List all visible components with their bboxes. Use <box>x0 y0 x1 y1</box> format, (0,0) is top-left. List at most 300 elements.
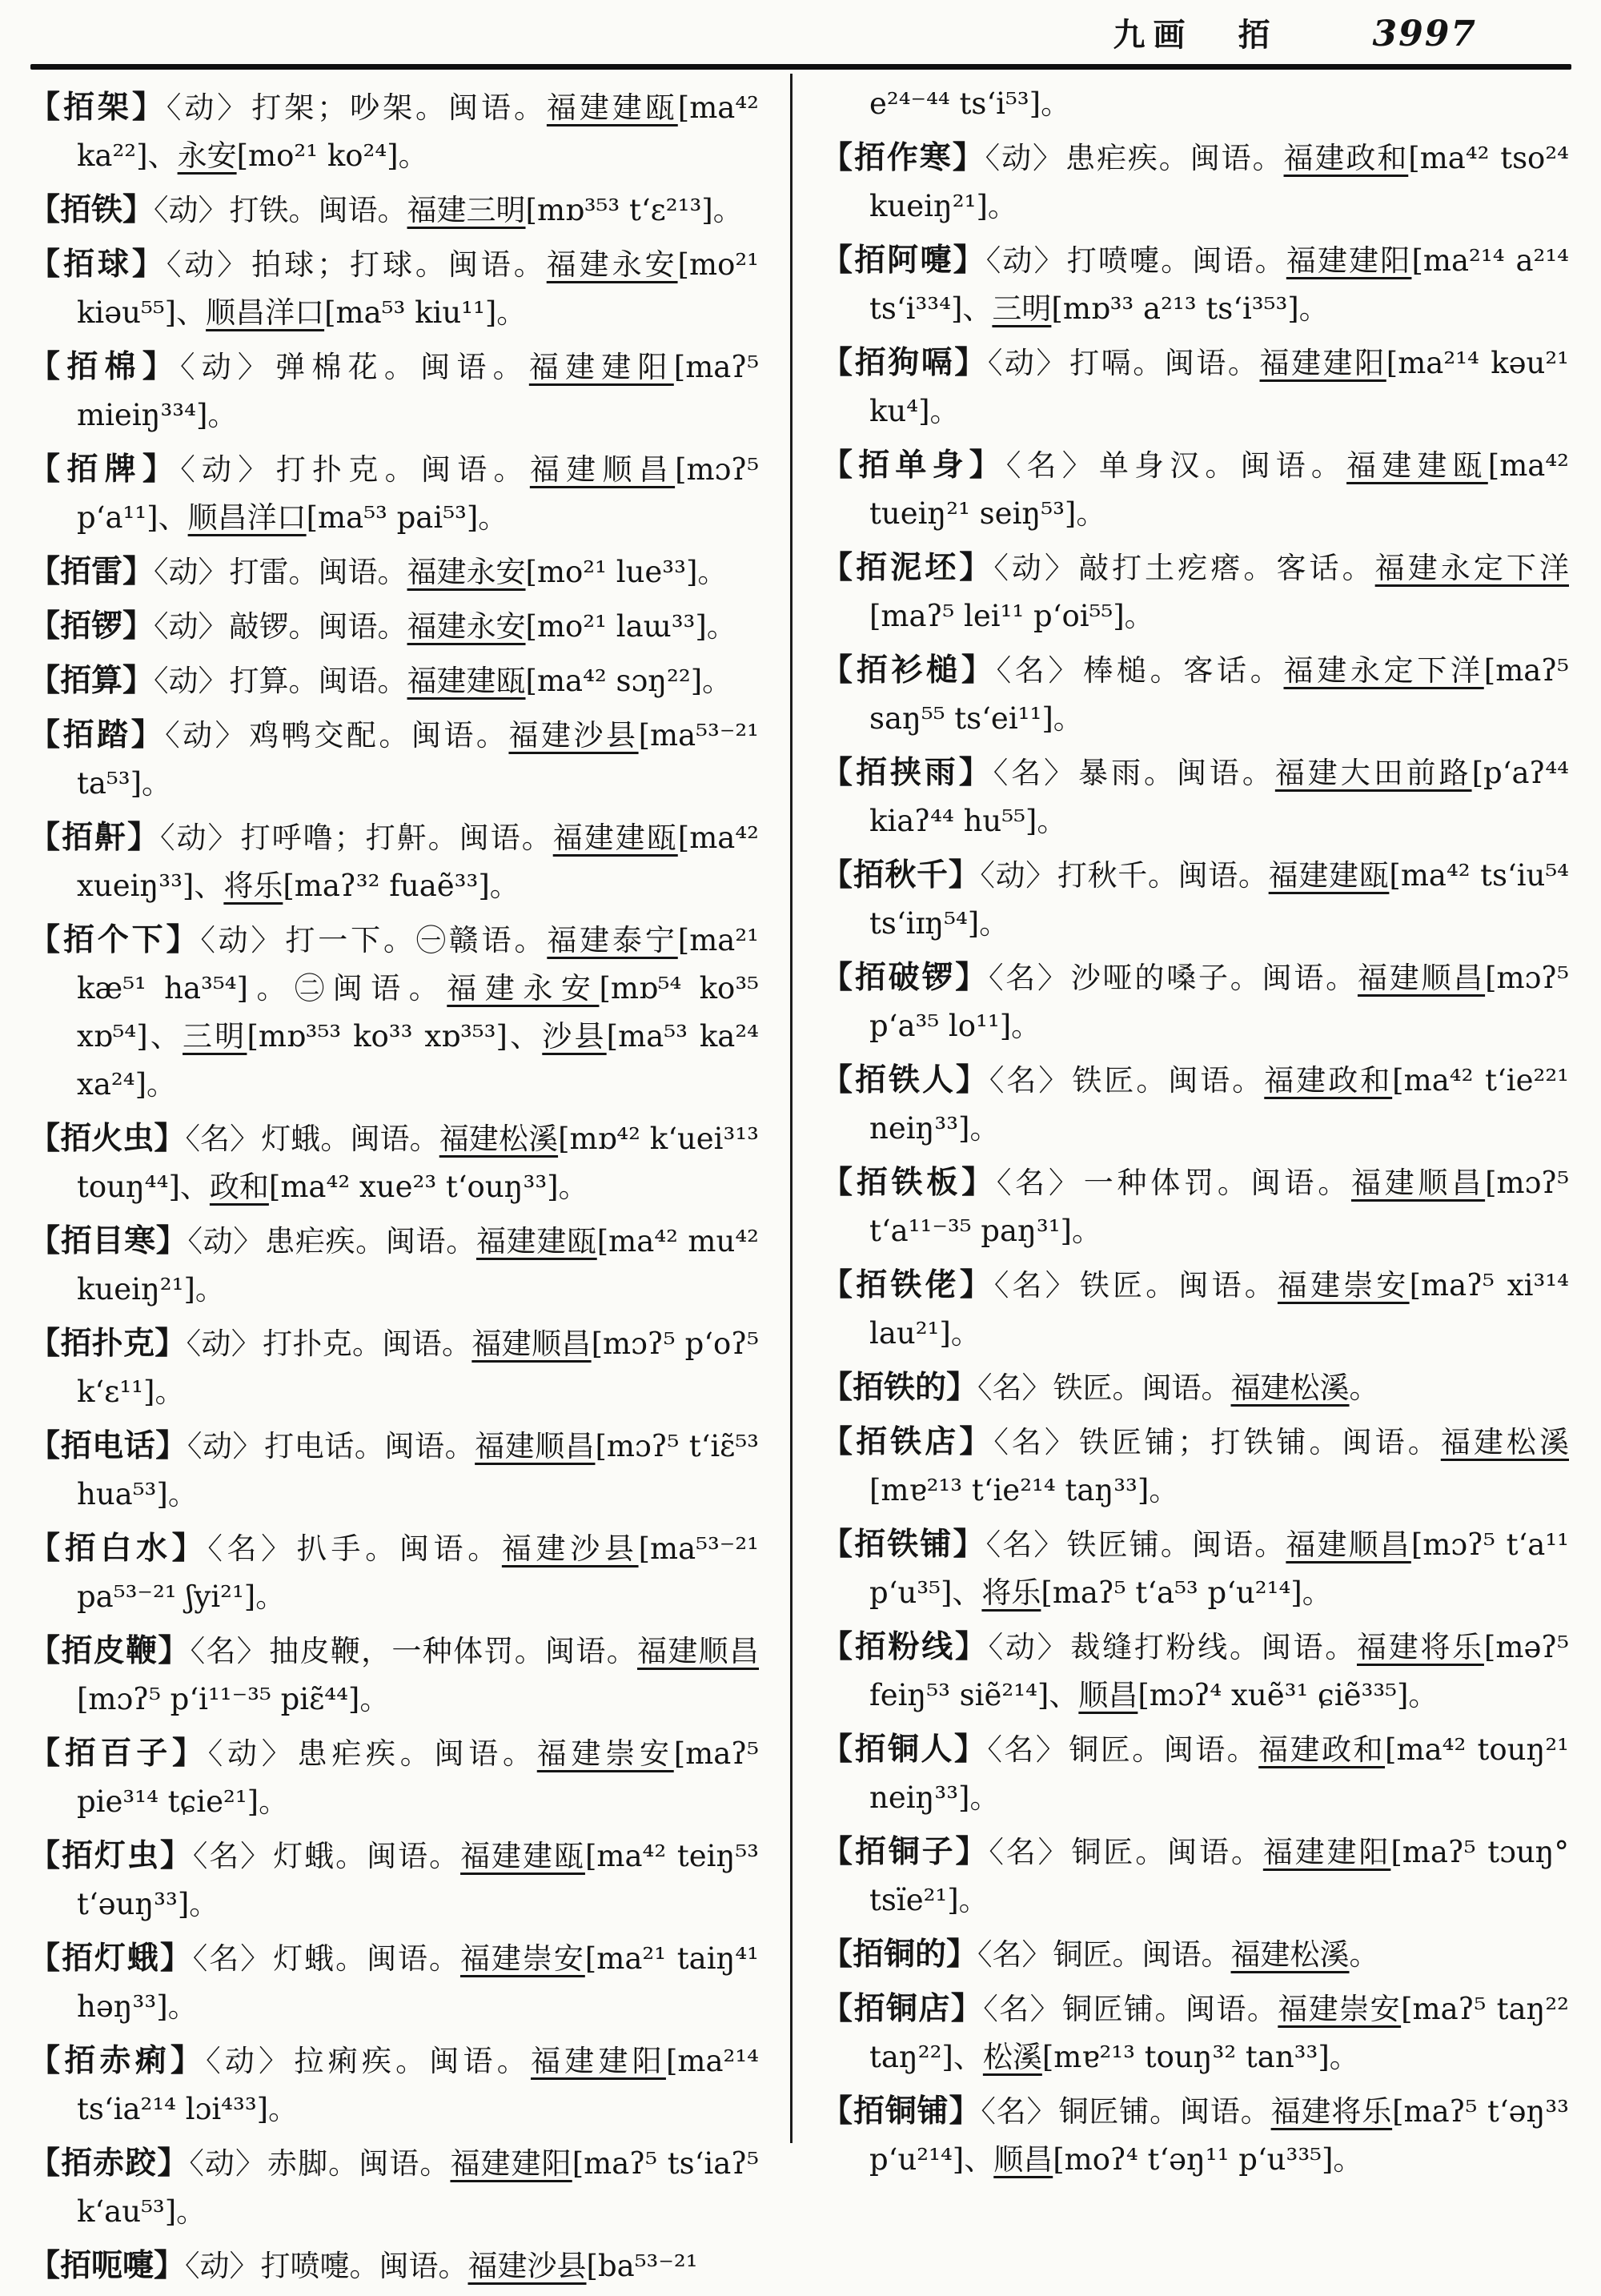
place-name: 福建建瓯 <box>460 1839 585 1873</box>
place-name: 福建沙县 <box>508 718 639 753</box>
part-of-speech-label: 〈名〉 <box>985 1527 1065 1562</box>
entry-text: 打雷。闽语。 <box>229 555 407 589</box>
place-name: 福建崇安 <box>459 1941 585 1976</box>
dictionary-entry <box>29 83 759 180</box>
entry-headword: 【𢫦鼾】 <box>29 819 161 856</box>
place-name: 福建政和 <box>1283 141 1409 175</box>
dictionary-entry <box>29 602 759 651</box>
entry-text: 扒手。闽语。 <box>296 1531 502 1566</box>
entry-text: [mɔʔ⁵ t‘a¹¹ p‘u³⁵]、 <box>869 1527 1570 1610</box>
entry-text: 铁匠。闽语。 <box>1072 1063 1265 1098</box>
entry-headword: 【𢫦阿嚏】 <box>821 242 986 279</box>
entry-text: 打嗝。闽语。 <box>1069 346 1260 380</box>
dictionary-entry <box>29 1934 759 2031</box>
dictionary-entry <box>821 441 1569 538</box>
place-name: 福建建瓯 <box>407 664 526 698</box>
entry-text: [mɐ²¹³ t‘ie²¹⁴ taŋ³³]。 <box>869 1473 1179 1507</box>
entry-text: [mo²¹ lue³³]。 <box>525 555 728 589</box>
dictionary-entry <box>821 1828 1569 1925</box>
entry-text: [mɔʔ⁵ p‘i¹¹⁻³⁵ piɛ̃⁴⁴]。 <box>77 1682 390 1716</box>
part-of-speech-label: 〈名〉 <box>996 1166 1082 1200</box>
part-of-speech-label: 〈名〉 <box>192 1839 272 1873</box>
entry-text: 铜匠铺。闽语。 <box>1062 1992 1278 2026</box>
dictionary-entry <box>29 1114 759 1211</box>
entry-text: 打呼噜；打鼾。闽语。 <box>240 821 553 855</box>
entry-text: [ma⁴² ka²²]、 <box>77 90 760 173</box>
place-name: 福建永安 <box>447 971 600 1006</box>
place-name: 福建永定下洋 <box>1283 653 1484 688</box>
place-name: 福建顺昌 <box>471 1327 592 1361</box>
part-of-speech-label: 〈动〉 <box>187 1224 264 1258</box>
entry-headword: 【𢫦秋千】 <box>821 857 981 893</box>
entry-text: [mɒ⁵⁴ ko³⁵ xɒ⁵⁴]、 <box>77 971 759 1054</box>
entry-text: 拉痢疾。闽语。 <box>294 2044 531 2078</box>
part-of-speech-label: 〈名〉 <box>190 1634 268 1668</box>
entry-text: 灯蛾。闽语。 <box>261 1122 439 1156</box>
entry-text: 棒槌。客话。 <box>1083 653 1284 688</box>
entry-headword: 【𢫦踏】 <box>29 716 166 753</box>
place-name: 政和 <box>209 1170 269 1204</box>
part-of-speech-label: 〈名〉 <box>993 1268 1078 1303</box>
part-of-speech-label: 〈动〉 <box>186 1327 262 1361</box>
place-name: 福建松溪 <box>439 1122 559 1156</box>
entry-text: 铜匠。闽语。 <box>1069 1732 1259 1767</box>
entry-text: [ma⁴² tso²⁴ kueiŋ²¹]。 <box>869 141 1570 223</box>
place-name: 福建将乐 <box>1356 1630 1484 1664</box>
entry-text: 赤脚。闽语。 <box>267 2146 451 2181</box>
place-name: 福建顺昌 <box>1286 1527 1411 1562</box>
part-of-speech-label: 〈动〉 <box>180 452 275 487</box>
entry-text: 患疟疾。闽语。 <box>297 1736 537 1771</box>
place-name: 福建永安 <box>407 555 526 589</box>
entry-text: [məʔ⁵ feiŋ⁵³ siẽ²¹⁴]、 <box>869 1630 1570 1712</box>
part-of-speech-label: 〈动〉 <box>154 555 228 589</box>
entry-text: 弹棉花。闽语。 <box>275 350 529 384</box>
part-of-speech-label: 〈动〉 <box>166 247 251 282</box>
place-name: 福建建瓯 <box>546 90 678 125</box>
entry-text: 敲锣。闽语。 <box>229 609 407 644</box>
place-name: 福建建阳 <box>528 350 674 384</box>
part-of-speech-label: 〈动〉 <box>154 193 228 227</box>
place-name: 福建建阳 <box>450 2146 572 2181</box>
part-of-speech-label: 〈动〉 <box>988 1630 1069 1664</box>
place-name: 福建大田前路 <box>1274 756 1472 790</box>
place-name: 福建建阳 <box>1286 243 1412 278</box>
entry-headword: 【𢫦算】 <box>29 662 154 699</box>
dictionary-entry <box>821 953 1569 1050</box>
entry-text: 打扑克。闽语。 <box>275 452 530 487</box>
entry-text: [maʔ⁵ lei¹¹ p‘oi⁵⁵]。 <box>869 599 1154 633</box>
dictionary-entry <box>821 134 1569 231</box>
dictionary-entry <box>821 1056 1569 1153</box>
dictionary-entry <box>821 1363 1569 1412</box>
entry-text: [ma⁴² touŋ²¹ neiŋ³³]。 <box>869 1732 1569 1815</box>
entry-text: [ma⁴² teiŋ⁵³ t‘əuŋ³³]。 <box>77 1839 760 1921</box>
place-name: 福建三明 <box>407 193 526 227</box>
dictionary-entry <box>29 656 759 705</box>
entry-text: 打喷嚏。闽语。 <box>260 2249 468 2283</box>
entry-text: [ma⁵³ ka²⁴ xa²⁴]。 <box>77 1019 760 1102</box>
entry-text: 打架；吵架。闽语。 <box>251 90 547 125</box>
place-name: 沙县 <box>542 1019 607 1054</box>
part-of-speech-label: 〈动〉 <box>200 923 284 957</box>
entry-headword: 【𢫦球】 <box>29 246 167 283</box>
entry-text: 打一下。㊀赣语。 <box>285 923 548 957</box>
dictionary-entry <box>821 236 1569 333</box>
entry-text: 患疟疾。闽语。 <box>265 1224 476 1258</box>
dictionary-entry <box>29 2037 759 2133</box>
entry-headword: 【𢫦架】 <box>29 89 167 126</box>
dictionary-entry <box>29 2242 759 2290</box>
entry-headword: 【𢫦呃嚏】 <box>29 2247 186 2284</box>
entry-text: [ma²¹⁴ kəu²¹ ku⁴]。 <box>869 346 1570 428</box>
entry-text: [maʔ⁵ taŋ²² taŋ²²]、 <box>869 1992 1569 2074</box>
part-of-speech-label: 〈名〉 <box>988 961 1069 995</box>
part-of-speech-label: 〈名〉 <box>993 756 1077 790</box>
part-of-speech-label: 〈动〉 <box>187 1429 263 1463</box>
dictionary-entry <box>821 1261 1569 1358</box>
dictionary-entry <box>29 711 759 808</box>
dictionary-entry <box>821 544 1569 640</box>
dictionary-entry <box>821 1985 1569 2081</box>
part-of-speech-label: 〈名〉 <box>987 1732 1068 1767</box>
entry-text: [ma²¹ kæ⁵¹ ha³⁵⁴]。㊁闽语。 <box>77 923 760 1006</box>
header-rule <box>30 64 1571 70</box>
entry-headword: 【𢫦白水】 <box>29 1530 208 1567</box>
entry-text: [mo²¹ laɯ³³]。 <box>525 609 736 644</box>
part-of-speech-label: 〈动〉 <box>179 350 275 384</box>
place-name: 福建将乐 <box>1270 2094 1393 2129</box>
place-name: 三明 <box>992 291 1052 326</box>
entry-text: [ma⁴² tueiŋ²¹ seiŋ⁵³]。 <box>869 448 1570 531</box>
dictionary-entry <box>29 813 759 910</box>
place-name: 福建建瓯 <box>552 821 678 855</box>
stroke-section-label: 九画 <box>1113 16 1194 54</box>
entry-text: [moʔ⁴ t‘əŋ¹¹ p‘u³³⁵]。 <box>1053 2142 1363 2177</box>
part-of-speech-label: 〈动〉 <box>166 90 251 125</box>
entry-headword: 【𢫦百子】 <box>29 1735 208 1772</box>
entry-text: [ma⁵³ kiu¹¹]。 <box>324 295 527 330</box>
entry-text: [mɒ³³ a²¹³ ts‘i³⁵³]。 <box>1051 291 1329 326</box>
place-name: 福建顺昌 <box>1357 961 1486 995</box>
entry-headword: 【𢫦扑克】 <box>29 1325 187 1362</box>
entry-text: [maʔ⁵ tɔuŋ° tsïe²¹]。 <box>869 1835 1569 1917</box>
entry-text: 沙哑的嗓子。闽语。 <box>1070 961 1358 995</box>
part-of-speech-label: 〈动〉 <box>980 858 1056 893</box>
part-of-speech-label: 〈名〉 <box>977 1937 1052 1972</box>
part-of-speech-label: 〈动〉 <box>985 243 1065 278</box>
entry-text: 铜匠。闽语。 <box>1053 1937 1231 1972</box>
entry-text: 铁匠铺。闽语。 <box>1066 1527 1286 1562</box>
dictionary-entry <box>29 916 759 1109</box>
entry-text: [ma²¹⁴ ts‘ia²¹⁴ lɔi⁴³³]。 <box>77 2044 760 2126</box>
entry-text: 打喷嚏。闽语。 <box>1066 243 1286 278</box>
place-name: 福建政和 <box>1258 1732 1386 1767</box>
entry-headword: 【𢫦铜店】 <box>821 1990 984 2027</box>
entry-text: [maʔ⁵ mieiŋ³³⁴]。 <box>77 350 760 432</box>
place-name: 福建建瓯 <box>1268 858 1390 893</box>
dictionary-entry <box>29 343 759 440</box>
entry-text: 抽皮鞭，一种体罚。闽语。 <box>269 1634 638 1668</box>
entry-text: [ma⁵³⁻²¹ ta⁵³]。 <box>77 718 760 801</box>
dictionary-entry <box>29 445 759 542</box>
entry-text: e²⁴⁻⁴⁴ ts‘i⁵³]。 <box>869 86 1071 121</box>
place-name: 福建永安 <box>407 609 526 644</box>
entry-text: 暴雨。闽语。 <box>1078 756 1275 790</box>
dictionary-entry <box>821 1158 1569 1255</box>
entry-text: [mo²¹ kiəu⁵⁵]、 <box>77 247 760 330</box>
entry-text: [mɔʔ⁵ p‘a¹¹]、 <box>77 452 760 535</box>
entry-headword: 【𢫦个下】 <box>29 921 201 958</box>
entry-text: [mɔʔ⁵ t‘iɛ̃⁵³ hua⁵³]。 <box>77 1429 760 1511</box>
entry-text: 鸡鸭交配。闽语。 <box>249 718 509 753</box>
place-name: 福建顺昌 <box>637 1634 760 1668</box>
place-name: 福建建阳 <box>1262 1835 1391 1869</box>
part-of-speech-label: 〈动〉 <box>987 346 1069 380</box>
entry-headword: 【𢫦铁的】 <box>821 1369 978 1406</box>
place-name: 福建建阳 <box>531 2044 666 2078</box>
entry-headword: 【𢫦挟雨】 <box>821 754 993 791</box>
dictionary-entry <box>29 548 759 596</box>
entry-headword: 【𢫦铁板】 <box>821 1164 997 1201</box>
entry-headword: 【𢫦赤痢】 <box>29 2042 207 2079</box>
entry-text: [ma⁴² sɔŋ²²]。 <box>525 664 732 698</box>
dictionary-entry <box>821 851 1569 948</box>
part-of-speech-label: 〈动〉 <box>154 609 228 644</box>
place-name: 将乐 <box>223 869 283 903</box>
place-name: 福建崇安 <box>536 1736 674 1771</box>
entry-text: [maʔ⁵ pie³¹⁴ tɕie²¹]。 <box>77 1736 759 1819</box>
entry-text: 敲打土疙瘩。客话。 <box>1079 551 1375 585</box>
entry-headword: 【𢫦铁】 <box>29 191 154 228</box>
dictionary-entry <box>29 1422 759 1519</box>
column-divider-rule <box>790 74 792 2143</box>
place-name: 顺昌洋口 <box>206 295 325 330</box>
entry-headword: 【𢫦狗嗝】 <box>821 344 988 381</box>
entry-text: 。 <box>1349 1937 1379 1972</box>
entry-text: [ma⁴² mu⁴² kueiŋ²¹]。 <box>77 1224 760 1307</box>
dictionary-entry <box>29 186 759 235</box>
entry-headword: 【𢫦铁人】 <box>821 1062 989 1098</box>
dictionary-entry <box>29 240 759 337</box>
entry-text: 灯蛾。闽语。 <box>273 1839 461 1873</box>
place-name: 松溪 <box>982 2040 1042 2074</box>
place-name: 永安 <box>177 138 237 173</box>
place-name: 福建永定下洋 <box>1374 551 1569 585</box>
entry-text: 单身汉。闽语。 <box>1098 448 1347 483</box>
dictionary-entry <box>29 1524 759 1621</box>
part-of-speech-label: 〈名〉 <box>996 653 1082 688</box>
entry-text: [maʔ⁵ xi³¹⁴ lau²¹]。 <box>869 1268 1569 1351</box>
entry-headword: 【𢫦铜子】 <box>821 1833 989 1870</box>
entry-text: 铁匠铺；打铁铺。闽语。 <box>1079 1425 1441 1459</box>
section-headword-character: 𢫦 <box>1238 16 1270 54</box>
part-of-speech-label: 〈名〉 <box>989 1835 1070 1869</box>
entry-headword: 【𢫦铁铺】 <box>821 1526 986 1563</box>
place-name: 福建顺昌 <box>1350 1166 1486 1200</box>
place-name: 将乐 <box>981 1575 1041 1610</box>
entry-text: [mɔʔ⁵ t‘a¹¹⁻³⁵ paŋ³¹]。 <box>869 1166 1570 1248</box>
part-of-speech-label: 〈名〉 <box>981 2094 1057 2129</box>
entry-text: 打电话。闽语。 <box>264 1429 475 1463</box>
place-name: 福建崇安 <box>1277 1268 1410 1303</box>
place-name: 福建永安 <box>546 247 678 282</box>
entry-headword: 【𢫦铜的】 <box>821 1936 978 1973</box>
entry-text: [ma⁵³ pai⁵³]。 <box>306 500 508 535</box>
entry-text: 打铁。闽语。 <box>229 193 407 227</box>
entry-text: [mɔʔ⁵ p‘oʔ⁵ k‘ɛ¹¹]。 <box>77 1327 759 1409</box>
place-name: 福建政和 <box>1264 1063 1393 1098</box>
entry-text: 铜匠铺。闽语。 <box>1058 2094 1271 2129</box>
entry-headword: 【𢫦泥坯】 <box>821 549 994 586</box>
entry-text: 裁缝打粉线。闽语。 <box>1070 1630 1357 1664</box>
dictionary-entry <box>29 2139 759 2236</box>
entry-text: 拍球；打球。闽语。 <box>251 247 547 282</box>
entry-headword: 【𢫦作寒】 <box>821 139 985 176</box>
part-of-speech-label: 〈动〉 <box>189 2146 267 2181</box>
part-of-speech-label: 〈动〉 <box>165 718 248 753</box>
part-of-speech-label: 〈动〉 <box>993 551 1078 585</box>
entry-headword: 【𢫦铁佬】 <box>821 1266 994 1303</box>
place-name: 福建泰宁 <box>547 923 678 957</box>
place-name: 福建顺昌 <box>529 452 676 487</box>
entry-headword: 【𢫦棉】 <box>29 348 180 385</box>
part-of-speech-label: 〈名〉 <box>993 1425 1078 1459</box>
page-header <box>0 10 1477 55</box>
place-name: 顺昌 <box>993 2142 1053 2177</box>
entry-text: 打算。闽语。 <box>229 664 407 698</box>
part-of-speech-label: 〈名〉 <box>207 1531 295 1566</box>
part-of-speech-label: 〈名〉 <box>989 1063 1071 1098</box>
place-name: 福建松溪 <box>1440 1425 1569 1459</box>
entry-headword: 【𢫦赤跤】 <box>29 2145 190 2182</box>
place-name: 福建建瓯 <box>475 1224 597 1258</box>
entry-text: 一种体罚。闽语。 <box>1083 1166 1351 1200</box>
part-of-speech-label: 〈名〉 <box>983 1992 1061 2026</box>
entry-text: [ma⁴² ts‘iu⁵⁴ ts‘iɪŋ⁵⁴]。 <box>869 858 1570 941</box>
dictionary-entry <box>821 1623 1569 1720</box>
place-name: 福建建瓯 <box>1346 448 1488 483</box>
entry-headword: 【𢫦衫槌】 <box>821 652 997 688</box>
entry-headword: 【𢫦铜铺】 <box>821 2093 981 2129</box>
entry-headword: 【𢫦铁店】 <box>821 1423 994 1460</box>
dictionary-entry <box>29 1217 759 1314</box>
entry-headword: 【𢫦灯蛾】 <box>29 1940 193 1977</box>
dictionary-entry <box>29 1319 759 1416</box>
entry-text: [mɐ²¹³ touŋ³² tan³³]。 <box>1041 2040 1359 2074</box>
right-column <box>821 80 1569 2190</box>
entry-text: [maʔ⁵ ts‘iaʔ⁵ k‘au⁵³]。 <box>77 2146 759 2229</box>
entry-headword: 【𢫦破锣】 <box>821 959 989 996</box>
entry-headword: 【𢫦粉线】 <box>821 1628 989 1665</box>
entry-headword: 【𢫦铜人】 <box>821 1731 988 1768</box>
entry-text: 铁匠。闽语。 <box>1079 1268 1278 1303</box>
dictionary-entry <box>29 1627 759 1724</box>
entry-text: [mɒ⁴² k‘uei³¹³ touŋ⁴⁴]、 <box>77 1122 760 1204</box>
entry-text: 打扑克。闽语。 <box>263 1327 472 1361</box>
entry-text: 。 <box>1349 1371 1379 1405</box>
page-number: 3997 <box>1372 14 1477 54</box>
entry-headword: 【𢫦皮鞭】 <box>29 1632 191 1669</box>
entry-text: 患疟疾。闽语。 <box>1065 141 1284 175</box>
entry-text: [mo²¹ ko²⁴]。 <box>236 138 428 173</box>
entry-text: 灯蛾。闽语。 <box>273 1941 460 1976</box>
entry-headword: 【𢫦锣】 <box>29 608 154 644</box>
entry-text: [maʔ⁵ t‘a⁵³ p‘u²¹⁴]。 <box>1041 1575 1332 1610</box>
dictionary-entry <box>29 1729 759 1826</box>
place-name: 三明 <box>183 1019 247 1054</box>
entry-text: [maʔ⁵ saŋ⁵⁵ ts‘ei¹¹]。 <box>869 653 1570 736</box>
part-of-speech-label: 〈动〉 <box>206 2044 293 2078</box>
entry-headword: 【𢫦单身】 <box>821 447 1006 484</box>
part-of-speech-label: 〈动〉 <box>154 664 228 698</box>
entry-text: [p‘aʔ⁴⁴ kiaʔ⁴⁴ hu⁵⁵]。 <box>869 756 1570 838</box>
entry-text: [ma⁴² xue²³ t‘ouŋ³³]。 <box>268 1170 588 1204</box>
entry-headword: 【𢫦雷】 <box>29 553 154 590</box>
dictionary-entry <box>821 1725 1569 1822</box>
dictionary-entry <box>821 1930 1569 1979</box>
entry-text: [maʔ⁵ t‘əŋ³³ p‘u²¹⁴]、 <box>869 2094 1570 2177</box>
entry-text: [maʔ³² fuaẽ³³]。 <box>283 869 520 903</box>
entry-text: [mɔʔ⁴ xuẽ³¹ ɕiẽ³³⁵]。 <box>1138 1678 1438 1712</box>
place-name: 顺昌 <box>1078 1678 1138 1712</box>
dictionary-entry <box>821 2087 1569 2184</box>
part-of-speech-label: 〈名〉 <box>185 1122 260 1156</box>
place-name: 福建松溪 <box>1230 1371 1350 1405</box>
entry-text: [ma²¹ taiŋ⁴¹ həŋ³³]。 <box>77 1941 760 2024</box>
part-of-speech-label: 〈动〉 <box>207 1736 296 1771</box>
dictionary-entry <box>29 1832 759 1929</box>
entry-headword: 【𢫦电话】 <box>29 1427 187 1464</box>
entry-headword: 【𢫦牌】 <box>29 451 181 488</box>
entry-headword: 【𢫦火虫】 <box>29 1120 186 1157</box>
place-name: 福建沙县 <box>467 2249 587 2283</box>
part-of-speech-label: 〈动〉 <box>185 2249 259 2283</box>
place-name: 福建崇安 <box>1278 1992 1402 2026</box>
entry-text: 铁匠。闽语。 <box>1053 1371 1231 1405</box>
entry-text: 打秋千。闽语。 <box>1057 858 1269 893</box>
part-of-speech-label: 〈名〉 <box>977 1371 1052 1405</box>
place-name: 福建建阳 <box>1259 346 1386 380</box>
entry-text: 铜匠。闽语。 <box>1071 1835 1263 1869</box>
place-name: 福建顺昌 <box>475 1429 596 1463</box>
entry-text: [ma⁴² t‘ie²²¹ neiŋ³³]。 <box>869 1063 1570 1146</box>
entry-text: [mɔʔ⁵ p‘a³⁵ lo¹¹]。 <box>869 961 1570 1043</box>
place-name: 顺昌洋口 <box>187 500 307 535</box>
entry-headword: 【𢫦目寒】 <box>29 1222 188 1259</box>
entry-text: [ma⁵³⁻²¹ pa⁵³⁻²¹ ʃyi²¹]。 <box>77 1531 760 1614</box>
entry-text: [ma²¹⁴ a²¹⁴ ts‘i³³⁴]、 <box>869 243 1570 326</box>
place-name: 福建松溪 <box>1230 1937 1350 1972</box>
dictionary-entry <box>821 1520 1569 1617</box>
dictionary-entry <box>821 1418 1569 1515</box>
part-of-speech-label: 〈动〉 <box>985 141 1064 175</box>
place-name: 福建沙县 <box>501 1531 639 1566</box>
left-column <box>29 83 759 2296</box>
dictionary-entry <box>821 749 1569 845</box>
dictionary-entry <box>821 339 1569 436</box>
entry-headword: 【𢫦灯虫】 <box>29 1837 193 1874</box>
entry-text: [mɒ³⁵³ t‘ɛ²¹³]。 <box>525 193 743 227</box>
entry-text: [mɒ³⁵³ ko³³ xɒ³⁵³]、 <box>247 1019 543 1054</box>
entry-text: [ma⁴² xueiŋ³³]、 <box>77 821 760 903</box>
part-of-speech-label: 〈动〉 <box>160 821 239 855</box>
dictionary-entry <box>821 646 1569 743</box>
entry-continuation-line <box>821 80 1569 128</box>
part-of-speech-label: 〈名〉 <box>192 1941 272 1976</box>
part-of-speech-label: 〈名〉 <box>1005 448 1097 483</box>
entry-text: [ba⁵³⁻²¹ <box>586 2249 698 2283</box>
